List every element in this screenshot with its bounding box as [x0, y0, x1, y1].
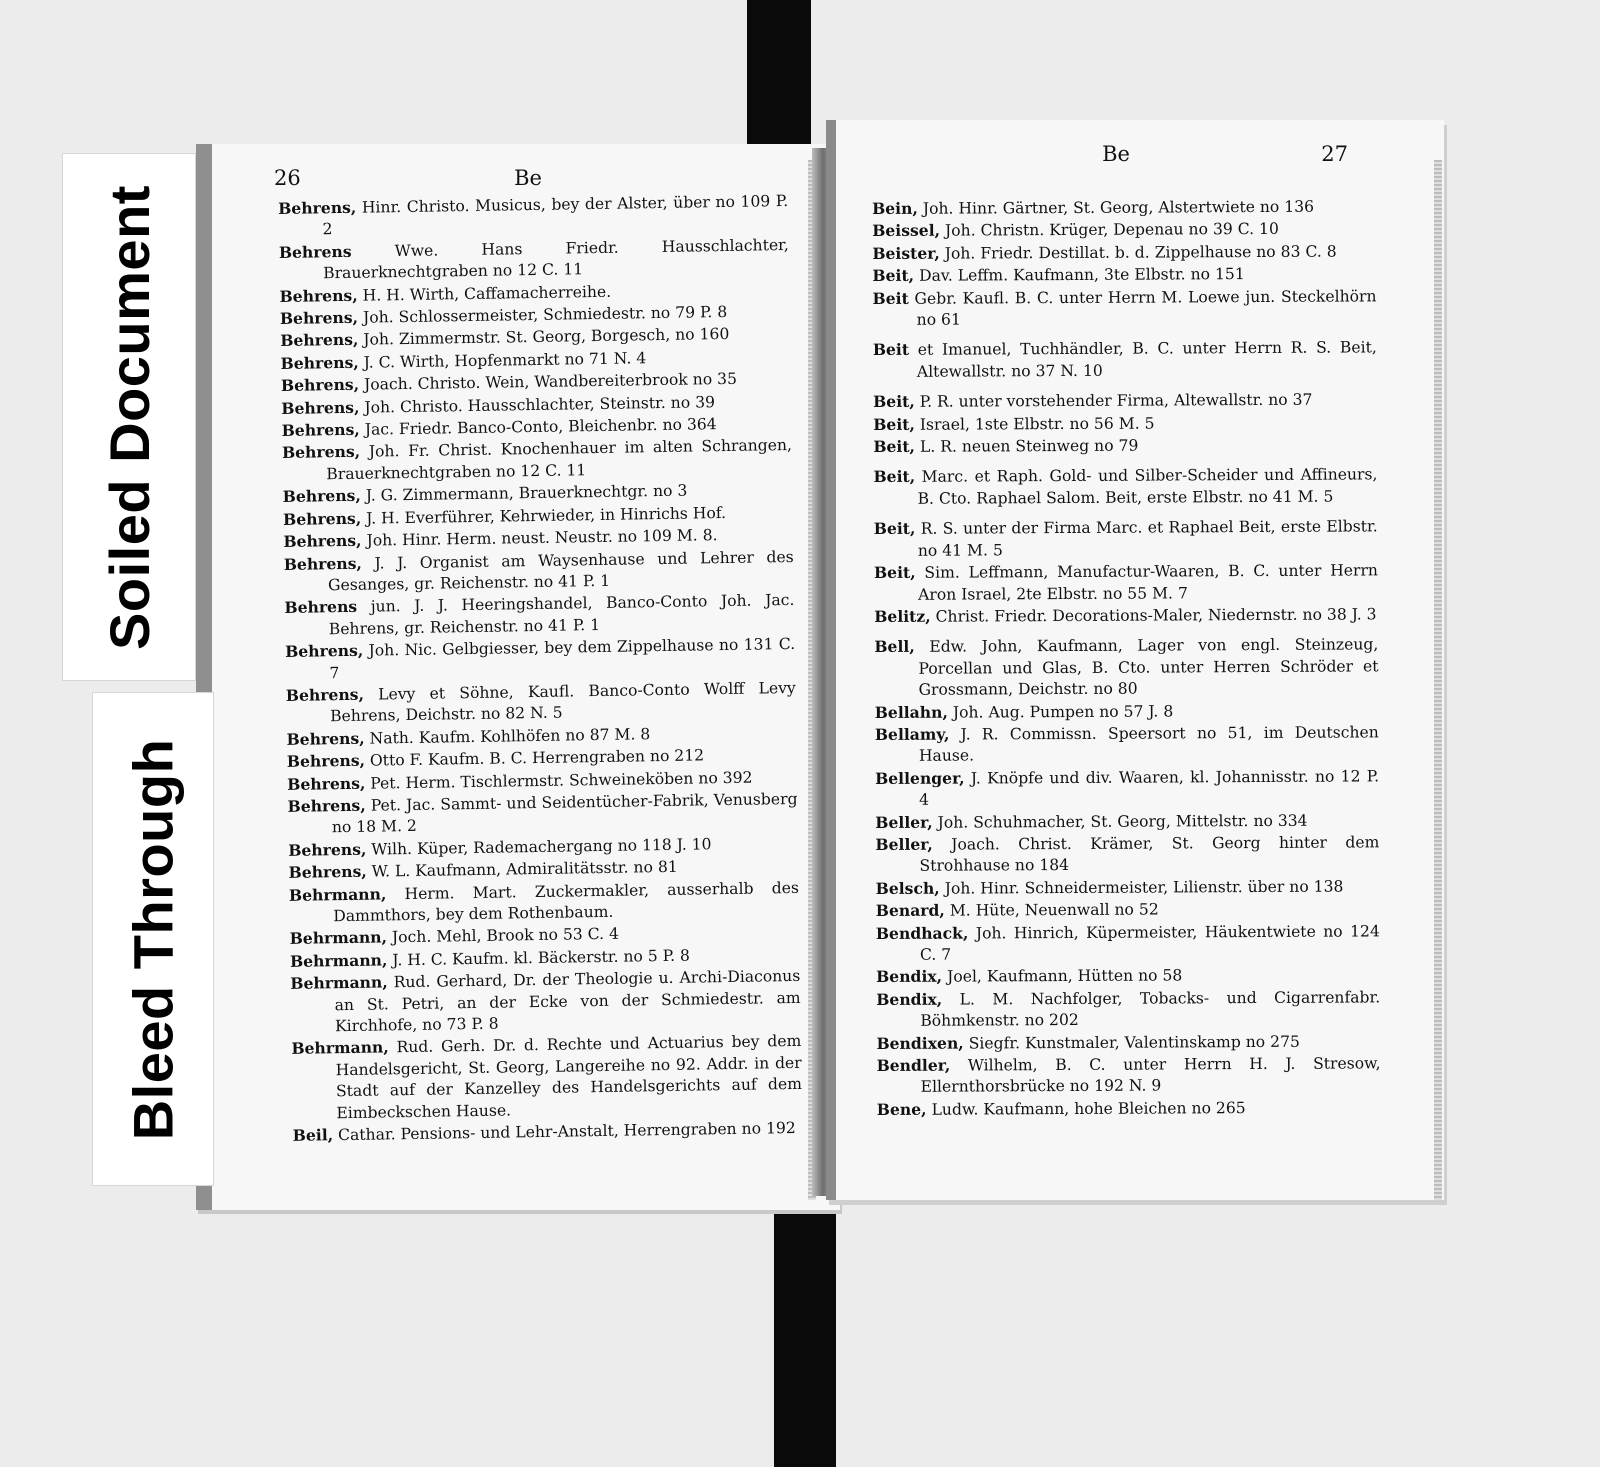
- entry-surname: Beit,: [872, 265, 915, 286]
- entry-surname: Beit,: [873, 392, 915, 412]
- entry-surname: Bellamy,: [874, 724, 950, 744]
- entry-details: Joh. Fr. Christ. Knochenhauer im alten Schrangen, Brauerknechtgraben no 12 C. 11: [326, 436, 793, 484]
- directory-entry: [290, 965, 801, 1038]
- entry-details: Marc. et Raph. Gold- und Silber-Scheider und Affineurs, B. Cto. Raphael Salom. Beit, erste Elbstr. no 41 M. 5: [917, 465, 1378, 508]
- entry-details: L. M. Nachfolger, Tobacks- und Cigarrenfabr. Böhmkenstr. no 202: [920, 988, 1381, 1030]
- directory-entry: [874, 634, 1378, 702]
- entry-surname: Beit: [872, 340, 910, 360]
- directory-entry: [876, 898, 1380, 923]
- entry-surname: Behrens,: [288, 839, 367, 860]
- entry-surname: Beller,: [875, 834, 933, 854]
- entry-surname: Behrens,: [278, 197, 357, 218]
- entry-surname: Bene,: [876, 1099, 927, 1119]
- entry-details: J. H. C. Kaufm. kl. Bäckerstr. no 5 P. 8: [392, 946, 690, 970]
- entry-surname: Beit,: [873, 436, 916, 457]
- entry-details: Edw. John, Kaufmann, Lager von engl. Steinzeug, Porcellan und Glas, B. Cto. unter Herren Schröder et Grossmann, Deichstr. no 80: [918, 635, 1379, 699]
- entry-surname: Behrmann,: [290, 972, 388, 994]
- bleed-through-label-tab: [92, 692, 214, 1186]
- entry-surname: Behrens,: [287, 795, 366, 816]
- entry-surname: Behrmann,: [289, 950, 388, 971]
- directory-entry: [875, 831, 1379, 877]
- directory-entry: [873, 464, 1377, 510]
- directory-entry: [291, 1030, 802, 1125]
- entry-details: L. R. neuen Steinweg no 79: [919, 436, 1139, 456]
- entry-surname: Behrens,: [286, 728, 365, 749]
- entry-details: Otto F. Kaufm. B. C. Herrengraben no 212: [369, 746, 705, 770]
- entry-details: jun. J. J. Heeringshandel, Banco-Conto Joh. Jac. Behrens, gr. Reichenstr. no 41 P. 1: [328, 591, 795, 638]
- entry-surname: Behrens,: [284, 640, 364, 662]
- entry-surname: Behrmann,: [288, 883, 387, 905]
- entry-details: Israel, 1ste Elbstr. no 56 M. 5: [919, 414, 1155, 434]
- entry-surname: Beister,: [872, 243, 940, 263]
- entry-surname: Behrens,: [285, 684, 365, 705]
- spine-bar-top: [747, 0, 811, 148]
- right-directory-entries: [872, 195, 1381, 1121]
- entry-surname: Belsch,: [875, 878, 940, 898]
- directory-entry: [876, 1030, 1380, 1055]
- entry-details: M. Hüte, Neuenwall no 52: [949, 900, 1159, 920]
- entry-surname: Behrens,: [283, 530, 362, 552]
- entry-details: J. Knöpfe und div. Waaren, kl. Johannisstr. no 12 P. 4: [919, 767, 1380, 809]
- soiled-document-label-tab: [62, 153, 196, 681]
- directory-entry: [876, 986, 1380, 1032]
- entry-details: Joh. Hinrich, Küpermeister, Häukentwiete no 124 C. 7: [919, 921, 1380, 964]
- entry-details: Ludw. Kaufmann, hohe Bleichen no 265: [931, 1098, 1246, 1119]
- entry-details: Levy et Söhne, Kaufl. Banco-Conto Wolff Levy Behrens, Deichstr. no 82 N. 5: [330, 678, 796, 726]
- directory-entry: [876, 920, 1380, 966]
- entry-details: J. R. Commissn. Speersort no 51, im Deutschen Hause.: [918, 723, 1379, 766]
- entry-details: Joch. Mehl, Brook no 53 C. 4: [391, 925, 620, 947]
- directory-entry: [875, 699, 1379, 724]
- entry-surname: Belitz,: [874, 606, 931, 626]
- entry-surname: Beit,: [873, 467, 916, 487]
- entry-surname: Bell,: [874, 637, 915, 657]
- entry-details: Joh. Hinr. Gärtner, St. Georg, Alstertwiete no 136: [922, 197, 1315, 218]
- entry-details: J. J. Organist am Waysenhause und Lehrer des Gesanges, gr. Reichenstr. no 41 P. 1: [327, 547, 794, 595]
- directory-entry: [876, 1052, 1380, 1098]
- entry-details: P. R. unter vorstehender Firma, Altewallstr. no 37: [919, 390, 1313, 412]
- entry-details: Rud. Gerh. Dr. d. Rechte und Actuarius bey dem Handelsgericht, St. Georg, Langereihe no 92. Addr. in der Stadt auf der Kanzelley des Handelsgerichts auf dem Eimbeckschen Hause.: [335, 1032, 803, 1122]
- directory-entry: [872, 263, 1376, 288]
- entry-details: Joh. Schuhmacher, St. Georg, Mittelstr. no 334: [937, 811, 1308, 832]
- entry-surname: Beil,: [292, 1125, 334, 1145]
- entry-details: Cathar. Pensions- und Lehr-Anstalt, Herrengraben no 192: [337, 1119, 796, 1145]
- entry-details: Siegfr. Kunstmaler, Valentinskamp no 275: [968, 1032, 1300, 1053]
- directory-entry: [874, 516, 1378, 562]
- entry-surname: Beit,: [873, 519, 916, 539]
- entry-details: Hinr. Christo. Musicus, bey der Alster, über no 109 P. 2: [322, 191, 789, 239]
- entry-surname: Behrens: [284, 597, 358, 618]
- directory-entry: [872, 218, 1376, 243]
- directory-entry: [873, 389, 1377, 414]
- directory-entry: [877, 1096, 1381, 1121]
- entry-surname: Bendix,: [876, 967, 943, 987]
- entry-details: Sim. Leffmann, Manufactur-Waaren, B. C. unter Herrn Aron Israel, 2te Elbstr. no 55 M. 7: [918, 561, 1379, 604]
- entry-surname: Behrens,: [279, 307, 359, 329]
- entry-surname: Behrens,: [281, 397, 360, 418]
- right-page-number: 27: [1321, 142, 1348, 166]
- directory-entry: [873, 337, 1377, 383]
- entry-surname: Beit,: [873, 562, 916, 583]
- entry-details: Joh. Nic. Gelbgiesser, bey dem Zippelhause no 131 C. 7: [329, 635, 796, 682]
- soiled-document-label: Soiled Document: [97, 184, 161, 650]
- directory-entry: [873, 433, 1377, 458]
- entry-surname: Behrens,: [280, 330, 359, 351]
- entry-details: Joach. Christ. Krämer, St. Georg hinter dem Strohhause no 184: [919, 833, 1380, 876]
- entry-details: Christ. Friedr. Decorations-Maler, Niedernstr. no 38 J. 3: [935, 605, 1377, 626]
- directory-entry: [875, 721, 1379, 767]
- entry-details: Joh. Christn. Krüger, Depenau no 39 C. 10: [944, 220, 1279, 241]
- entry-details: Joh. Schlossermeister, Schmiedestr. no 79 P. 8: [362, 302, 728, 327]
- entry-details: Wilh. Küper, Rademachergang no 118 J. 10: [371, 835, 712, 859]
- entry-surname: Behrens,: [279, 285, 358, 306]
- entry-surname: Behrens: [278, 241, 352, 262]
- entry-details: Joh. Christo. Hausschlachter, Steinstr. no 39: [364, 392, 716, 417]
- entry-surname: Behrens,: [286, 750, 366, 772]
- entry-details: J. G. Zimmermann, Brauerknechtgr. no 3: [365, 481, 688, 505]
- entry-details: R. S. unter der Firma Marc. et Raphael Beit, erste Elbstr. no 41 M. 5: [917, 517, 1378, 560]
- entry-details: Gebr. Kaufl. B. C. unter Herrn M. Loewe jun. Steckelhörn no 61: [914, 286, 1377, 329]
- directory-entry: [872, 240, 1376, 265]
- entry-details: J. H. Everführer, Kehrwieder, in Hinrichs Hof.: [365, 503, 727, 528]
- spine-bar-bottom: [774, 1190, 836, 1467]
- right-page: [826, 120, 1444, 1200]
- entry-details: J. C. Wirth, Hopfenmarkt no 71 N. 4: [363, 349, 647, 372]
- entry-details: H. H. Wirth, Caffamacherreihe.: [362, 282, 612, 305]
- entry-surname: Bellenger,: [874, 768, 965, 788]
- entry-surname: Behrmann,: [291, 1037, 389, 1059]
- entry-details: Dav. Leffm. Kaufmann, 3te Elbstr. no 151: [919, 265, 1245, 285]
- entry-surname: Behrens,: [283, 553, 363, 574]
- left-directory-entries: [278, 190, 803, 1147]
- entry-surname: Behrens,: [288, 861, 367, 883]
- entry-surname: Beit,: [873, 414, 915, 434]
- directory-entry: [872, 195, 1376, 220]
- entry-surname: Behrens,: [282, 508, 362, 529]
- entry-surname: Beller,: [875, 812, 933, 832]
- entry-details: Joh. Zimmermstr. St. Georg, Borgesch, no 160: [363, 325, 730, 350]
- entry-surname: Bendix,: [876, 989, 943, 1009]
- entry-details: Joach. Christo. Wein, Wandbereiterbrook no 35: [363, 370, 738, 394]
- directory-entry: [876, 964, 1380, 989]
- entry-details: Joh. Aug. Pumpen no 57 J. 8: [952, 701, 1174, 722]
- entry-details: Joh. Friedr. Destillat. b. d. Zippelhause no 83 C. 8: [944, 242, 1337, 263]
- directory-entry: [875, 765, 1379, 811]
- directory-entry: [876, 875, 1380, 900]
- entry-surname: Behrens,: [287, 773, 366, 794]
- entry-details: Joh. Hinr. Schneidermeister, Lilienstr. über no 138: [944, 877, 1344, 898]
- entry-surname: Behrens,: [282, 486, 361, 507]
- entry-details: Wwe. Hans Friedr. Hausschlachter, Brauerknechtgraben no 12 C. 11: [323, 235, 789, 283]
- entry-details: Jac. Friedr. Banco-Conto, Bleichenbr. no 364: [364, 415, 717, 439]
- entry-surname: Bendixen,: [876, 1033, 964, 1053]
- entry-surname: Bein,: [872, 198, 918, 218]
- directory-entry: [874, 603, 1378, 628]
- entry-surname: Bendhack,: [875, 923, 969, 943]
- entry-surname: Behrens,: [281, 442, 361, 463]
- entry-details: Joh. Hinr. Herm. neust. Neustr. no 109 M. 8.: [366, 526, 718, 550]
- directory-entry: [872, 285, 1376, 331]
- entry-details: Pet. Herm. Tischlermstr. Schweineköben no 392: [370, 768, 753, 793]
- left-page-number: 26: [274, 166, 301, 190]
- entry-surname: Bellahn,: [874, 702, 948, 722]
- entry-surname: Beissel,: [872, 221, 941, 241]
- bleed-through-label: Bleed Through: [121, 738, 185, 1140]
- entry-details: Joel, Kaufmann, Hütten no 58: [947, 966, 1183, 987]
- directory-entry: [873, 411, 1377, 436]
- directory-entry: [874, 559, 1378, 605]
- right-page-guide-word: Be: [1102, 142, 1130, 166]
- entry-surname: Beit: [872, 288, 909, 308]
- right-page-header: [836, 142, 1444, 182]
- entry-surname: Bendler,: [876, 1055, 951, 1076]
- entry-details: Rud. Gerhard, Dr. der Theologie u. Archi-Diaconus an St. Petri, an der Ecke von der Schmiedestr. am Kirchhofe, no 73 P. 8: [334, 967, 801, 1036]
- left-page: [196, 144, 840, 1210]
- entry-surname: Behrens,: [281, 419, 360, 441]
- entry-details: Nath. Kaufm. Kohlhöfen no 87 M. 8: [369, 724, 651, 748]
- entry-details: Herm. Mart. Zuckermakler, ausserhalb des Dammthors, bey dem Rothenbaum.: [333, 878, 800, 926]
- entry-details: W. L. Kaufmann, Admiralitätsstr. no 81: [371, 857, 678, 881]
- entry-surname: Behrens,: [280, 375, 360, 396]
- entry-details: Wilhelm, B. C. unter Herrn H. J. Stresow, Ellernthorsbrücke no 192 N. 9: [920, 1054, 1381, 1097]
- entry-details: et Imanuel, Tuchhändler, B. C. unter Herrn R. S. Beit, Altewallstr. no 37 N. 10: [916, 338, 1377, 381]
- entry-surname: Benard,: [875, 900, 945, 921]
- right-page-edge: [1434, 160, 1442, 1200]
- directory-entry: [875, 809, 1379, 834]
- entry-surname: Behrens,: [280, 352, 359, 373]
- entry-surname: Behrmann,: [289, 927, 388, 949]
- entry-details: Pet. Jac. Sammt- und Seidentücher-Fabrik, Venusberg no 18 M. 2: [331, 789, 798, 837]
- left-page-guide-word: Be: [514, 166, 542, 190]
